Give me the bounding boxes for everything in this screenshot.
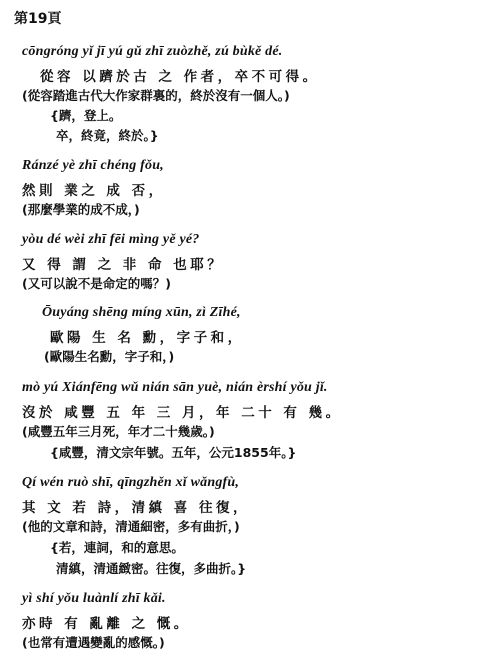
chinese-line: 歐陽 生 名 勳，字子和， <box>50 330 245 346</box>
chinese-line: 又 得 謂 之 非 命 也耶？ <box>22 257 225 273</box>
pinyin-line: Qí wén ruò shī, qīngzhěn xǐ wǎngfù, <box>22 475 240 490</box>
pinyin-line: Ōuyáng shēng míng xūn, zì Zīhé, <box>42 305 241 320</box>
pinyin-line: mò yú Xiánfēng wǔ nián sān yuè, nián èrshí yǒu jǐ. <box>22 380 328 395</box>
translation-line: (也常有遭遇變亂的感慨。) <box>22 635 165 650</box>
chinese-line: 從容 以躋於古 之 作者，卒不可得。 <box>40 69 320 85</box>
note-line: {躋，登上。 <box>50 108 122 123</box>
note-line: 卒，終竟，終於。} <box>56 128 159 143</box>
translation-line: (又可以說不是命定的嗎？) <box>22 276 171 291</box>
pinyin-line: Ránzé yè zhī chéng fǒu, <box>22 158 164 173</box>
pinyin-line: cōngróng yǐ jī yú gǔ zhī zuòzhě, zú bùkě dé. <box>22 44 283 59</box>
note-line: {若，連詞，和的意思。 <box>50 540 184 555</box>
translation-line: (他的文章和詩，清通細密，多有曲折，) <box>22 519 240 534</box>
translation-line: (歐陽生名勳，字子和，) <box>44 349 175 364</box>
chinese-line: 沒於 咸豐 五 年 三 月，年 二十 有 幾。 <box>22 405 343 421</box>
chinese-line: 亦時 有 亂離 之 慨。 <box>22 616 191 632</box>
note-line: {咸豐，清文宗年號。五年，公元1855年。} <box>50 445 297 460</box>
translation-line: (從容踏進古代大作家群裏的，終於沒有一個人。) <box>22 88 290 103</box>
note-line: 清縝，清通緻密。往復，多曲折。} <box>56 561 247 576</box>
translation-line: (咸豐五年三月死，年才二十幾歲。) <box>22 424 215 439</box>
translation-line: (那麼學業的成不成，) <box>22 202 140 217</box>
chinese-line: 然則 業之 成 否， <box>22 183 166 199</box>
page-number: 第19頁 <box>14 11 62 27</box>
chinese-line: 其 文 若 詩，清縝 喜 往復， <box>22 500 250 516</box>
pinyin-line: yì shí yǒu luànlí zhī kǎi. <box>22 591 166 606</box>
pinyin-line: yòu dé wèi zhī fēi mìng yě yé? <box>22 232 200 247</box>
